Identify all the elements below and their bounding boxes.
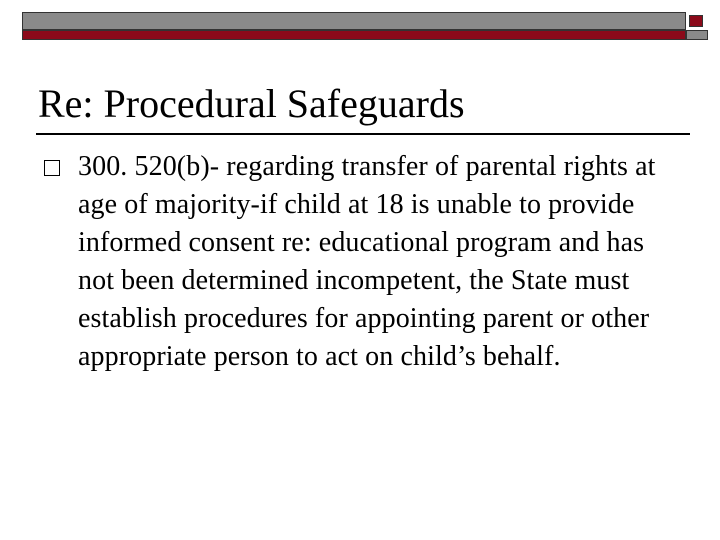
corner-ornament-grey-bar	[686, 30, 708, 40]
hollow-square-bullet-icon	[44, 160, 60, 176]
header-band-red	[22, 30, 686, 40]
bullet-list	[44, 148, 674, 376]
corner-ornament-red-square	[689, 15, 703, 27]
bullet-item	[44, 148, 674, 376]
header-band-grey	[22, 12, 686, 30]
bullet-text: 300. 520(b)- regarding transfer of parental rights at age of majority-if child at 18 is unable to provide informed consent re: educational program and has not been determined incompetent, the State must establish procedures for appointing parent or other appropriate person to act on child’s behalf.	[78, 151, 656, 372]
slide-title: Re: Procedural Safeguards	[38, 81, 465, 126]
title-divider	[36, 133, 690, 135]
header-corner-ornament	[686, 12, 708, 40]
